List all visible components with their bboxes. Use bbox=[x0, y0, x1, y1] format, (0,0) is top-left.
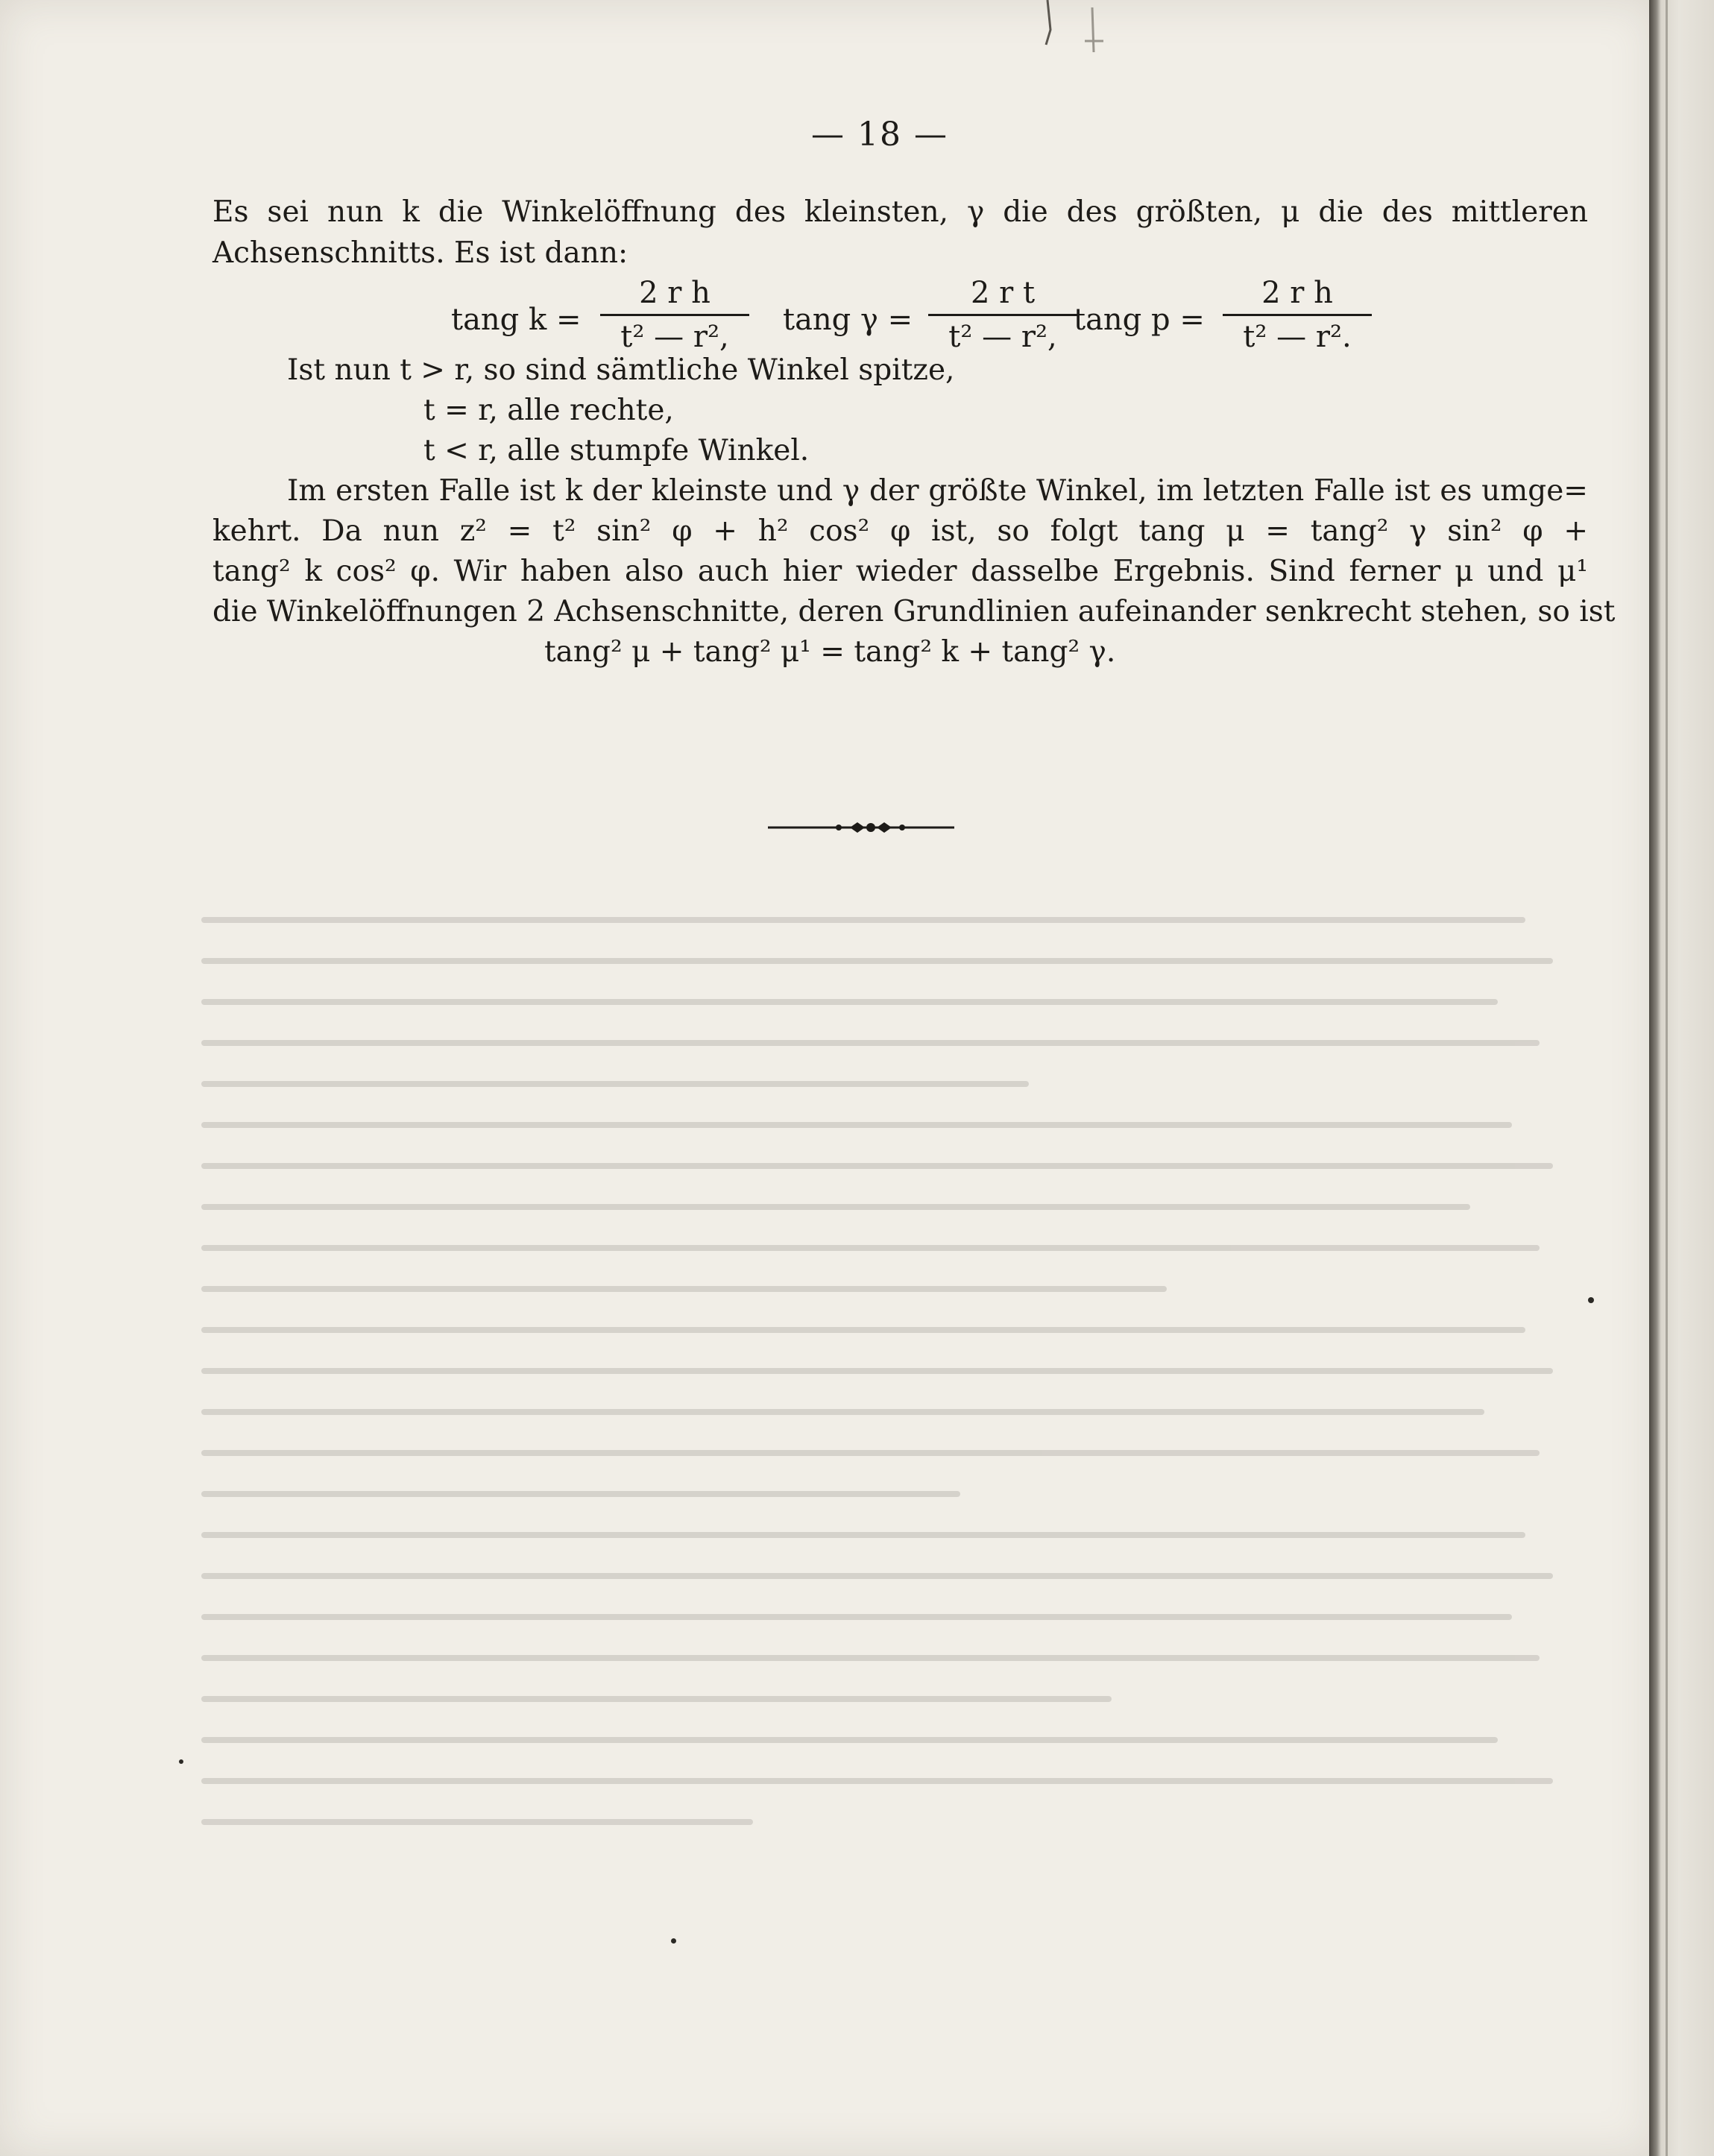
bleed-through-text bbox=[201, 917, 1581, 1946]
fraction-numerator: 2 r h bbox=[639, 276, 711, 310]
para2-line1: Im ersten Falle ist k der kleinste und γ der größte Winkel, im letzten Falle ist es umge= bbox=[287, 474, 1588, 508]
fraction-denominator: t² — r², bbox=[948, 320, 1057, 354]
fraction-numerator: 2 r h bbox=[1261, 276, 1333, 310]
page-edge-line bbox=[1666, 0, 1668, 2156]
fraction-numerator: 2 r t bbox=[970, 276, 1036, 310]
fraction-denominator: t² — r². bbox=[1243, 320, 1352, 354]
ink-speck bbox=[671, 1938, 676, 1944]
ink-speck bbox=[1588, 1297, 1594, 1303]
fraction-bar bbox=[600, 314, 749, 316]
fraction bbox=[1223, 274, 1372, 356]
fraction bbox=[600, 274, 749, 356]
para2-line3: tang² k cos² φ. Wir haben also auch hier wieder dasselbe Ergebnis. Sind ferner μ und μ¹ bbox=[212, 555, 1588, 588]
fraction-denominator: t² — r², bbox=[620, 320, 729, 354]
formula-lhs: tang γ = bbox=[783, 303, 913, 337]
ink-speck bbox=[179, 1759, 183, 1764]
page-number: — 18 — bbox=[811, 116, 948, 154]
paper-mark bbox=[1033, 0, 1122, 60]
fraction-bar bbox=[928, 314, 1077, 316]
formula-lhs: tang p = bbox=[1074, 303, 1205, 337]
case-less: t < r, alle stumpfe Winkel. bbox=[423, 434, 810, 467]
ornament-rule bbox=[768, 820, 954, 835]
formula-lhs: tang k = bbox=[451, 303, 582, 337]
page-edge-shadow bbox=[1649, 0, 1714, 2156]
fraction-bar bbox=[1223, 314, 1372, 316]
para2-line2: kehrt. Da nun z² = t² sin² φ + h² cos² φ ist, so folgt tang μ = tang² γ sin² φ + bbox=[212, 514, 1588, 548]
case-greater: Ist nun t > r, so sind sämtliche Winkel spitze, bbox=[287, 353, 955, 387]
para1-line1: Es sei nun k die Winkelöffnung des kleinsten, γ die des größten, μ die des mittleren bbox=[212, 195, 1588, 229]
fraction bbox=[928, 274, 1077, 356]
case-equal: t = r, alle rechte, bbox=[423, 394, 674, 427]
para1-line2: Achsenschnitts. Es ist dann: bbox=[212, 236, 628, 270]
para2-line5: tang² μ + tang² μ¹ = tang² k + tang² γ. bbox=[544, 635, 1116, 669]
para2-line4: die Winkelöffnungen 2 Achsenschnitte, deren Grundlinien aufeinander senkrecht stehen, so ist bbox=[212, 595, 1616, 628]
